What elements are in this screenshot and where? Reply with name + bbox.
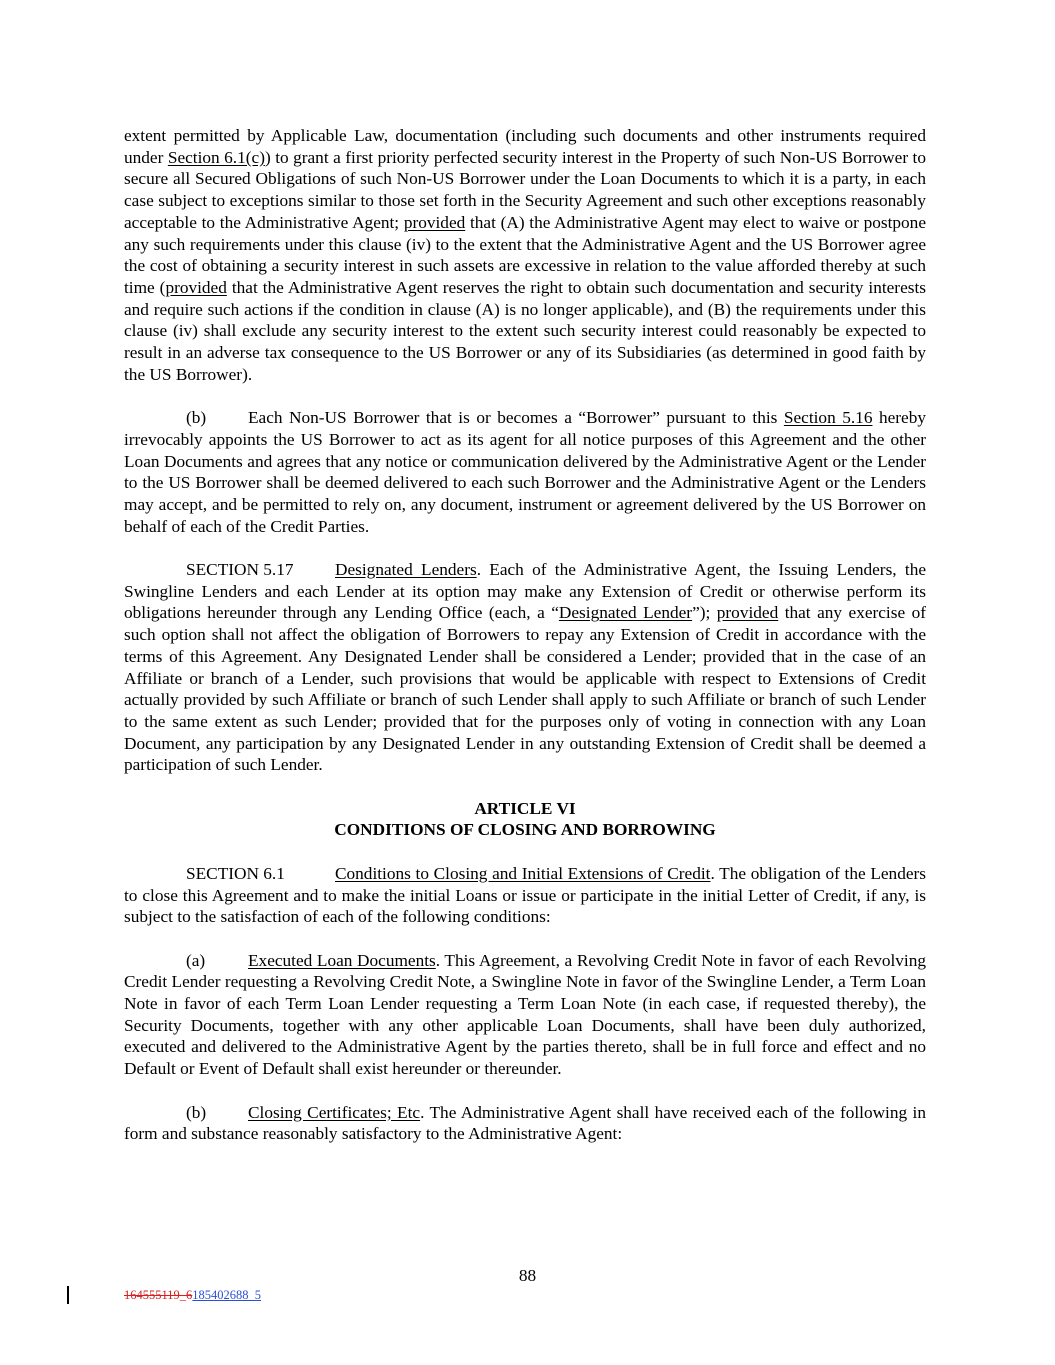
section-label: SECTION 6.1	[186, 863, 285, 883]
article-heading	[124, 798, 926, 841]
section-label: SECTION 5.17	[186, 560, 294, 580]
section-5-16-reference: Section 5.16	[783, 408, 873, 428]
section-6-1-c-reference: Section 6.1(c)	[167, 147, 265, 167]
section-title: Conditions to Closing and Initial Extensions of Credit	[335, 863, 711, 883]
revision-change-bar	[67, 1286, 69, 1304]
clause-6-1-b: (b) Closing Certificates; Etc. The Administrative Agent shall have received each of the following in form and substance reasonably satisfactory to the Administrative Agent:	[124, 1102, 926, 1144]
document-body	[124, 125, 926, 1167]
deleted-document-id: 164555119_6	[124, 1288, 193, 1302]
clause-6-1-a: (a) Executed Loan Documents. This Agreement, a Revolving Credit Note in favor of each Revolving Credit Lender requesting a Revolving Credit Note, a Swingline Note in favor of the Swingline Lender, a Term Loan Note in favor of each Term Loan Lender requesting a Term Loan Note (in each case, if requested thereby), the Security Documents, together with any other applicable Loan Documents, shall have been duly authorized, executed and delivered to the Administrative Agent by the parties thereto, shall be in full force and effect and no Default or Event of Default shall exist hereunder or thereunder.	[124, 950, 926, 1079]
paragraph-security-interest: extent permitted by Applicable Law, documentation (including such documents and other instruments required under Section 6.1(c)) to grant a first priority perfected security interest in the Property of such Non-US Borrower to secure all Secured Obligations of such Non-US Borrower under the Loan Documents to which it is a party, in each case subject to exceptions similar to those set forth in the Security Agreement and such other exceptions reasonably acceptable to the Administrative Agent; provided that (A) the Administrative Agent may elect to waive or postpone any such requirements under this clause (iv) to the extent that the Administrative Agent and the US Borrower agree the cost of obtaining a security interest in such assets are excessive in relation to the value afforded thereby at such time (provided that the Administrative Agent reserves the right to obtain such documentation and security interests and require such actions if the condition in clause (A) is no longer applicable), and (B) the requirements under this clause (iv) shall exclude any security interest to the extent such security interest could reasonably be expected to result in an adverse tax consequence to the US Borrower or any of its Subsidiaries (as determined in good faith by the US Borrower).	[124, 126, 927, 384]
clause-label: (b)	[186, 408, 207, 428]
section-title: Designated Lenders	[335, 560, 477, 580]
clause-label: (a)	[186, 950, 206, 970]
designated-lender-term: Designated Lender	[558, 603, 693, 623]
provided-term: provided	[403, 212, 466, 232]
page-number: 88	[518, 1266, 537, 1285]
article-number: ARTICLE VI	[474, 798, 576, 818]
section-5-17: SECTION 5.17 Designated Lenders. Each of the Administrative Agent, the Issuing Lenders, the Swingline Lenders and each Lender at its option may make any Extension of Credit or otherwise perform its obligations hereunder through any Lending Office (each, a “Designated Lender”); provided that any exercise of such option shall not affect the obligation of Borrowers to repay any Extension of Credit in accordance with the terms of this Agreement. Any Designated Lender shall be considered a Lender; provided that in the case of an Affiliate or branch of a Lender, such provisions that would be applicable with respect to Extensions of Credit actually provided by such Affiliate or branch of such Lender shall apply to such Affiliate or branch of such Lender to the same extent as such Lender; provided that for the purposes only of voting in connection with any Loan Document, any participation by any Designated Lender in any outstanding Extension of Credit shall be deemed a participation of such Lender.	[124, 560, 927, 775]
document-id	[124, 1288, 261, 1303]
section-6-1: SECTION 6.1 Conditions to Closing and Initial Extensions of Credit. The obligation of the Lenders to close this Agreement and to make the initial Loans or issue or participate in the initial Letter of Credit, if any, is subject to the satisfaction of each of the following conditions:	[124, 863, 926, 927]
article-title: CONDITIONS OF CLOSING AND BORROWING	[334, 820, 716, 840]
clause-title: Executed Loan Documents	[248, 950, 436, 970]
clause-title: Closing Certificates; Etc	[248, 1102, 421, 1122]
provided-term: provided	[165, 277, 227, 297]
provided-term: provided	[716, 603, 779, 623]
inserted-document-id: 185402688_5	[192, 1288, 262, 1302]
paragraph-5-16-b: (b) Each Non-US Borrower that is or becomes a “Borrower” pursuant to this Section 5.16 hereby irrevocably appoints the US Borrower to act as its agent for all notice purposes of this Agreement and the other Loan Documents and agrees that any notice or communication delivered by the Administrative Agent or the Lender to the US Borrower shall be deemed delivered to each such Borrower and the Administrative Agent or the Lenders may accept, and be permitted to rely on, any document, instrument or agreement delivered by the US Borrower on behalf of each of the Credit Parties.	[124, 408, 926, 536]
clause-label: (b)	[186, 1102, 207, 1122]
